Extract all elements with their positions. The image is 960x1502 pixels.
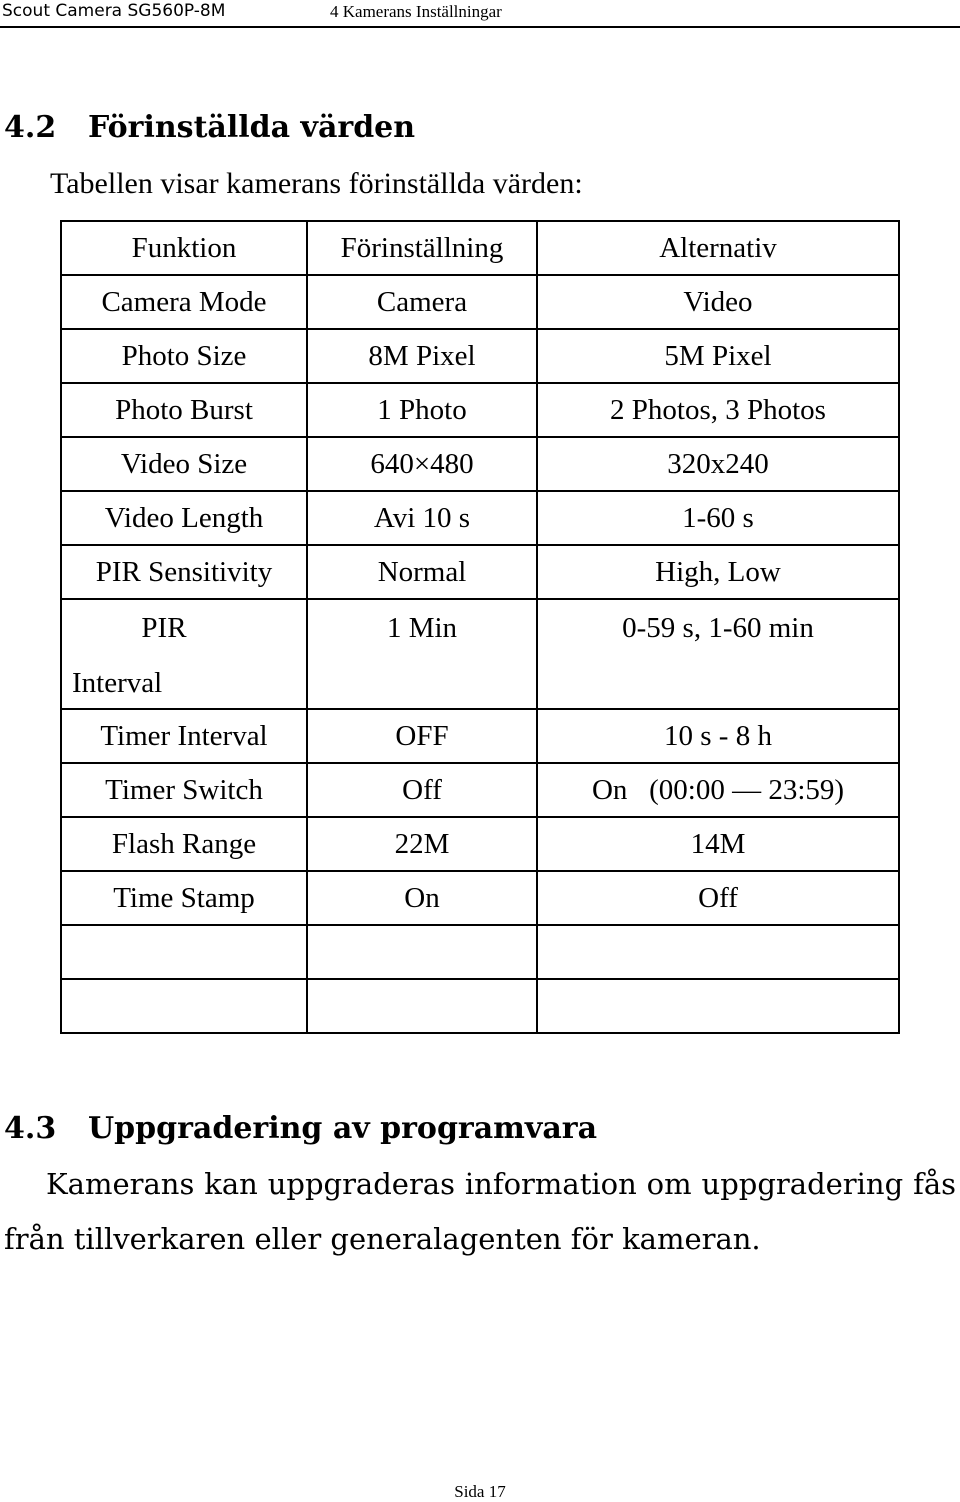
table-header-row: [61, 221, 899, 275]
cell-alternatives: 1-60 s: [537, 491, 899, 545]
empty-cell: [61, 925, 307, 979]
table-row: [61, 275, 899, 329]
cell-alternatives: On (00:00 — 23:59): [537, 763, 899, 817]
cell-default: Avi 10 s: [307, 491, 537, 545]
table-row: [61, 871, 899, 925]
page-number: Sida 17: [454, 1482, 506, 1501]
cell-alternatives: 10 s - 8 h: [537, 709, 899, 763]
section-title: Förinställda värden: [88, 110, 416, 145]
header-divider: [0, 26, 960, 28]
cell-default: 1 Photo: [307, 383, 537, 437]
cell-function-line-1: PIR: [141, 612, 187, 644]
cell-alternatives: Video: [537, 275, 899, 329]
cell-default: On: [307, 871, 537, 925]
cell-function: Camera Mode: [61, 275, 307, 329]
cell-function: PIR Sensitivity: [61, 545, 307, 599]
cell-function: [61, 599, 307, 709]
cell-default: 22M: [307, 817, 537, 871]
table-row-empty: [61, 979, 899, 1033]
section-title: Uppgradering av programvara: [88, 1111, 598, 1146]
cell-default: 1 Min: [307, 599, 537, 709]
cell-alternatives: 14M: [537, 817, 899, 871]
table-row: [61, 491, 899, 545]
cell-alternatives: High, Low: [537, 545, 899, 599]
header-cell-default: Förinställning: [307, 221, 537, 275]
table-row: [61, 709, 899, 763]
cell-default: 8M Pixel: [307, 329, 537, 383]
empty-cell: [537, 979, 899, 1033]
table-row: [61, 763, 899, 817]
header-product-name: Scout Camera SG560P-8M: [2, 1, 226, 21]
cell-function: Video Length: [61, 491, 307, 545]
cell-function: Photo Burst: [61, 383, 307, 437]
cell-alternatives: 0-59 s, 1-60 min: [537, 599, 899, 709]
section-heading-4-2: [4, 110, 415, 146]
cell-default: OFF: [307, 709, 537, 763]
table-row: [61, 329, 899, 383]
header-chapter-title: 4 Kamerans Inställningar: [330, 2, 502, 21]
table-row: [61, 437, 899, 491]
paragraph-line-1: Kamerans kan uppgraderas information om uppgradering fås: [46, 1167, 956, 1201]
intro-text: Tabellen visar kamerans förinställda värden:: [50, 167, 583, 200]
section-number: 4.2: [4, 110, 57, 145]
table-row: [61, 817, 899, 871]
paragraph-line-2: från tillverkaren eller generalagenten för kameran.: [4, 1222, 761, 1256]
table-row-empty: [61, 925, 899, 979]
cell-function: Timer Interval: [61, 709, 307, 763]
cell-function: Timer Switch: [61, 763, 307, 817]
table-row: [61, 383, 899, 437]
cell-function: Video Size: [61, 437, 307, 491]
defaults-table: [60, 220, 900, 1034]
cell-function-line-2: Interval: [72, 667, 163, 699]
cell-alternatives: Off: [537, 871, 899, 925]
table-row: [61, 545, 899, 599]
header-cell-function: Funktion: [61, 221, 307, 275]
empty-cell: [307, 979, 537, 1033]
cell-default: Normal: [307, 545, 537, 599]
header-cell-alternatives: Alternativ: [537, 221, 899, 275]
table-row: [61, 599, 899, 709]
empty-cell: [61, 979, 307, 1033]
cell-function: Flash Range: [61, 817, 307, 871]
cell-default: Off: [307, 763, 537, 817]
cell-alternatives: 320x240: [537, 437, 899, 491]
cell-alternatives: 2 Photos, 3 Photos: [537, 383, 899, 437]
cell-function: Photo Size: [61, 329, 307, 383]
page-header: [0, 0, 960, 30]
cell-alternatives: 5M Pixel: [537, 329, 899, 383]
section-number: 4.3: [4, 1111, 57, 1146]
cell-function: Time Stamp: [61, 871, 307, 925]
cell-default: 640×480: [307, 437, 537, 491]
empty-cell: [307, 925, 537, 979]
empty-cell: [537, 925, 899, 979]
cell-default: Camera: [307, 275, 537, 329]
section-heading-4-3: [4, 1111, 597, 1147]
